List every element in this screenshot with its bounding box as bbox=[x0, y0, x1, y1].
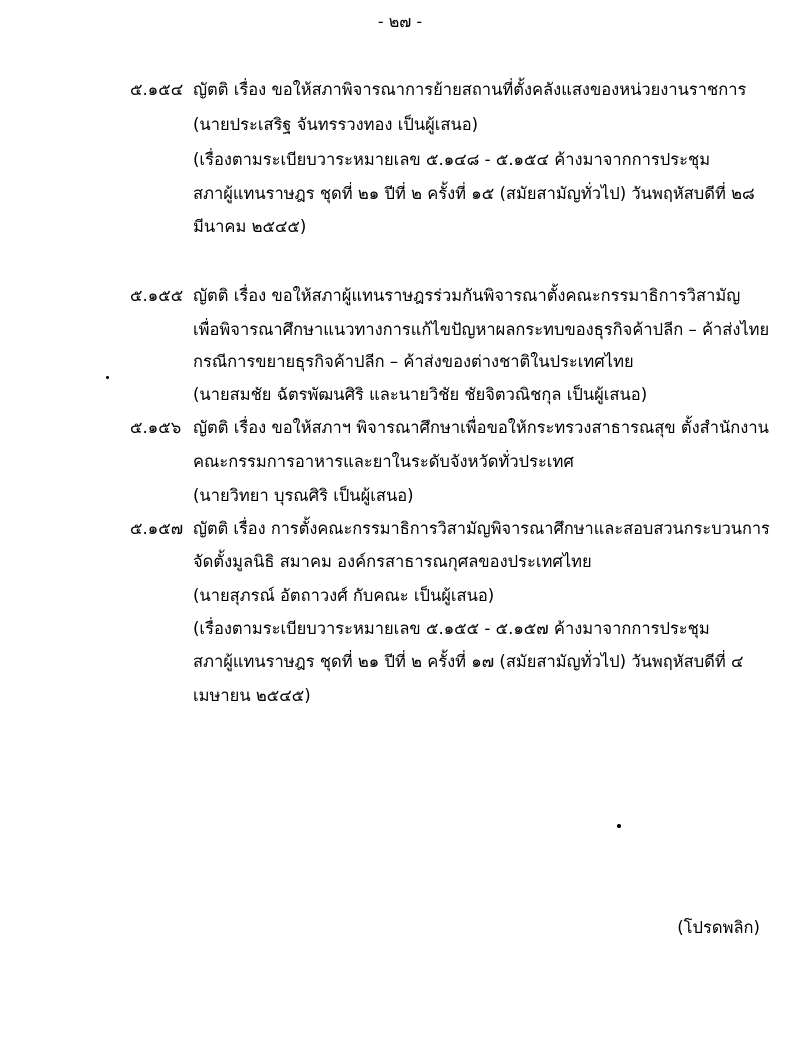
item-title: ญัตติ เรื่อง การตั้งคณะกรรมาธิการวิสามัญพิจารณาศึกษาและสอบสวนกระบวนการ bbox=[193, 519, 770, 538]
scan-speck bbox=[617, 824, 621, 828]
page-number: - ๒๗ - bbox=[377, 12, 423, 31]
item-title: ญัตติ เรื่อง ขอให้สภาผู้แทนราษฎรร่วมกันพิจารณาตั้งคณะกรรมาธิการวิสามัญ bbox=[193, 286, 741, 305]
item-number: ๕.๑๕๕ bbox=[130, 286, 184, 305]
proposer: (นายสุภรณ์ อัตถาวงศ์ กับคณะ เป็นผู้เสนอ) bbox=[193, 586, 495, 605]
note-line: สภาผู้แทนราษฎร ชุดที่ ๒๑ ปีที่ ๒ ครั้งที่ ๑๕ (สมัยสามัญทั่วไป) วันพฤหัสบดีที่ ๒๘ bbox=[193, 184, 755, 203]
note-line: มีนาคม ๒๕๔๕) bbox=[193, 217, 307, 236]
note-line: สภาผู้แทนราษฎร ชุดที่ ๒๑ ปีที่ ๒ ครั้งที่ ๑๗ (สมัยสามัญทั่วไป) วันพฤหัสบดีที่ ๔ bbox=[193, 652, 744, 671]
item-title-continued: คณะกรรมการอาหารและยาในระดับจังหวัดทั่วประเทศ bbox=[193, 452, 574, 471]
please-turn-over: (โปรดพลิก) bbox=[677, 918, 760, 937]
proposer: (นายสมชัย ฉัตรพัฒนศิริ และนายวิชัย ชัยจิตวณิชกุล เป็นผู้เสนอ) bbox=[193, 385, 648, 404]
note-line: (เรื่องตามระเบียบวาระหมายเลข ๕.๑๔๘ - ๕.๑๕๔ ค้างมาจากการประชุม bbox=[193, 150, 711, 169]
item-title: ญัตติ เรื่อง ขอให้สภาพิจารณาการย้ายสถานที่ตั้งคลังแสงของหน่วยงานราชการ bbox=[193, 80, 747, 99]
item-number: ๕.๑๕๗ bbox=[130, 519, 184, 538]
item-number: ๕.๑๕๖ bbox=[130, 418, 182, 437]
note-line: เมษายน ๒๕๔๕) bbox=[193, 686, 311, 705]
item-title: ญัตติ เรื่อง ขอให้สภาฯ พิจารณาศึกษาเพื่อขอให้กระทรวงสาธารณสุข ตั้งสำนักงาน bbox=[193, 418, 769, 437]
proposer: (นายประเสริฐ จันทรรวงทอง เป็นผู้เสนอ) bbox=[193, 115, 479, 134]
scan-speck bbox=[106, 376, 109, 379]
note-line: (เรื่องตามระเบียบวาระหมายเลข ๕.๑๕๕ - ๕.๑๕๗ ค้างมาจากการประชุม bbox=[193, 619, 710, 638]
item-title-continued: จัดตั้งมูลนิธิ สมาคม องค์กรสาธารณกุศลของประเทศไทย bbox=[193, 552, 592, 571]
item-number: ๕.๑๕๔ bbox=[130, 80, 184, 99]
item-title-continued: เพื่อพิจารณาศึกษาแนวทางการแก้ไขปัญหาผลกระทบของธุรกิจค้าปลีก – ค้าส่งไทย bbox=[193, 320, 770, 339]
proposer: (นายวิทยา บุรณศิริ เป็นผู้เสนอ) bbox=[193, 486, 414, 505]
item-title-continued: กรณีการขยายธุรกิจค้าปลีก – ค้าส่งของต่างชาติในประเทศไทย bbox=[193, 352, 634, 371]
